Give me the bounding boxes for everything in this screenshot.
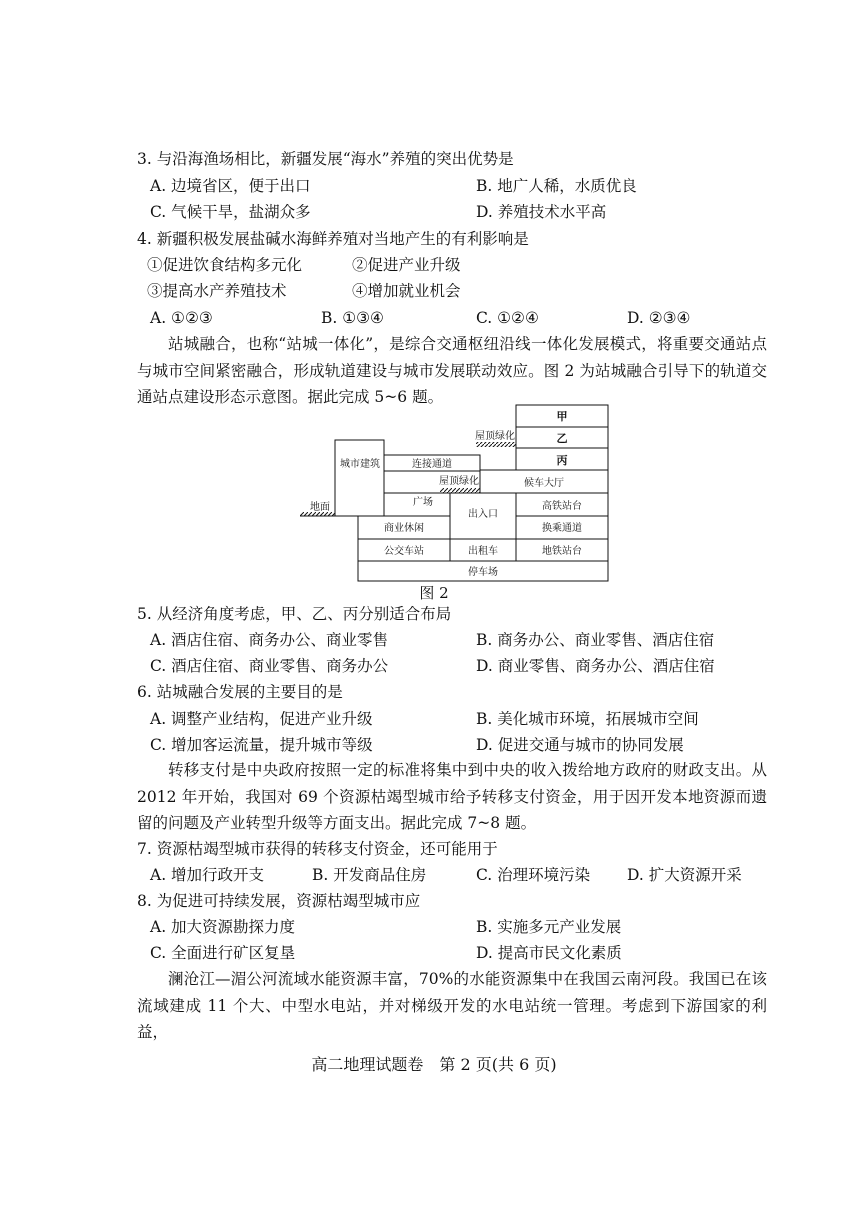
q6-option-b: B. 美化城市环境，拓展城市空间 [476,710,699,728]
q4-item-2: ②促进产业升级 [352,256,461,274]
label-yi: 乙 [556,432,568,445]
q7-option-d: D. 扩大资源开采 [627,866,742,884]
question-8-stem: 8. 为促进可持续发展，资源枯竭型城市应 [137,892,421,910]
label-city-building: 城市建筑 [340,459,380,470]
q5-option-d: D. 商业零售、商务办公、酒店住宿 [476,657,715,675]
label-ground: 地面 [310,502,330,513]
question-4-stem: 4. 新疆积极发展盐碱水海鲜养殖对当地产生的有利影响是 [137,230,529,248]
q3-option-c: C. 气候干旱，盐湖众多 [150,203,311,221]
q3-option-b: B. 地广人稀，水质优良 [476,177,637,195]
question-3-stem: 3. 与沿海渔场相比，新疆发展“海水”养殖的突出优势是 [137,150,514,168]
block-city-building [335,440,384,516]
label-parking: 停车场 [468,567,498,578]
q5-option-c: C. 酒店住宿、商业零售、商务办公 [150,657,389,675]
q8-option-a: A. 加大资源勘探力度 [150,918,296,936]
q3-option-a: A. 边境省区，便于出口 [150,177,311,195]
passage-transfer-payment: 转移支付是中央政府按照一定的标准将集中到中央的收入拨给地方政府的财政支出。从 2012 年开始，我国对 69 个资源枯竭型城市给予转移支付资金，用于因开发本地资源而遗留的问题及产业转型升级等方面支出。据此完成 7~8 题。 [137,761,767,832]
q5-option-a: A. 酒店住宿、商务办公、商业零售 [150,631,389,649]
q4-option-a: A. ①②③ [150,309,213,327]
station-city-diagram [300,400,620,582]
roof-green-strip-1 [476,442,516,447]
label-roof-green-1: 屋顶绿化 [475,431,515,442]
passage-lancang-mekong: 澜沧江—湄公河流域水能资源丰富，70%的水能资源集中在我国云南河段。我国已在该流域建成 11 个大、中型水电站，并对梯级开发的水电站统一管理。考虑到下游国家的利益， [137,970,767,1041]
question-6-stem: 6. 站城融合发展的主要目的是 [137,683,343,701]
figure-caption: 图 2 [419,584,449,602]
q5-option-b: B. 商务办公、商业零售、酒店住宿 [476,631,715,649]
q6-option-c: C. 增加客运流量，提升城市等级 [150,736,373,754]
label-commerce: 商业休闲 [384,523,424,534]
q4-item-3: ③提高水产养殖技术 [147,282,287,300]
q8-option-b: B. 实施多元产业发展 [476,918,622,936]
q4-item-4: ④增加就业机会 [352,282,461,300]
q4-option-b: B. ①③④ [321,309,384,327]
label-plaza: 广场 [413,497,433,508]
label-transfer: 换乘通道 [542,523,582,534]
label-hsr: 高铁站台 [542,501,582,512]
roof-green-strip-2 [440,488,480,493]
page-footer: 高二地理试题卷 第 2 页(共 6 页) [311,1055,557,1074]
q4-item-1: ①促进饮食结构多元化 [147,256,303,274]
label-entrance: 出入口 [468,509,498,520]
label-taxi: 出租车 [468,546,498,557]
q4-option-c: C. ①②④ [476,309,539,327]
q7-option-b: B. 开发商品住房 [312,866,427,884]
label-waiting-hall: 候车大厅 [524,478,564,489]
label-metro: 地铁站台 [542,546,582,557]
label-bus: 公交车站 [384,546,424,557]
q6-option-d: D. 促进交通与城市的协同发展 [476,736,684,754]
q8-option-d: D. 提高市民文化素质 [476,944,622,962]
passage-station-city: 站城融合，也称“站城一体化”，是综合交通枢纽沿线一体化发展模式，将重要交通站点与城市空间紧密融合，形成轨道建设与城市发展联动效应。图 2 为站城融合引导下的轨道交通站点建设形态示意图。据此完成 5~6 题。 [137,335,767,406]
label-jia: 甲 [556,410,568,423]
label-bing: 丙 [556,454,568,467]
q3-option-d: D. 养殖技术水平高 [476,203,607,221]
q4-option-d: D. ②③④ [627,309,691,327]
q7-option-c: C. 治理环境污染 [476,866,591,884]
q6-option-a: A. 调整产业结构，促进产业升级 [150,710,373,728]
label-connect: 连接通道 [412,459,452,470]
question-5-stem: 5. 从经济角度考虑，甲、乙、丙分别适合布局 [137,605,452,623]
label-roof-green-2: 屋顶绿化 [439,476,479,487]
q8-option-c: C. 全面进行矿区复垦 [150,944,296,962]
question-7-stem: 7. 资源枯竭型城市获得的转移支付资金，还可能用于 [137,840,498,858]
q7-option-a: A. 增加行政开支 [150,866,265,884]
